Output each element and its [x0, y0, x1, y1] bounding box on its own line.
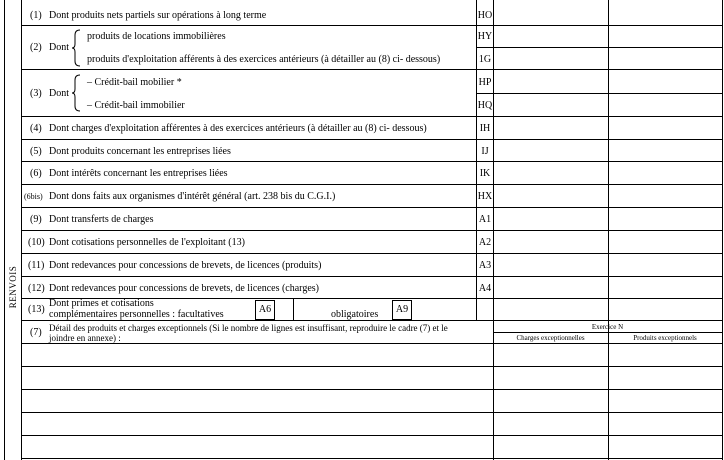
- row-9-code: A1: [478, 214, 492, 225]
- row-2-dont: Dont: [49, 42, 69, 53]
- exceptional-detail-row[interactable]: [22, 367, 492, 388]
- row-12-number: (12): [28, 283, 45, 294]
- row-6-code: IK: [479, 168, 491, 179]
- row-9-number: (9): [30, 214, 42, 225]
- exceptional-detail-row[interactable]: [22, 344, 492, 365]
- row-12-code: A4: [478, 283, 492, 294]
- row-2-item-1-code: HY: [477, 31, 493, 42]
- charges-exceptionnelles-header: Charges exceptionnelles: [516, 334, 585, 342]
- row-3-number: (3): [30, 88, 42, 99]
- row-11-code: A3: [478, 260, 492, 271]
- row-3-item-2-code: HQ: [477, 100, 493, 111]
- row-12-label: Dont redevances pour concessions de brevets, de licences (charges): [49, 283, 319, 294]
- row-3-item-2-label: – Crédit-bail immobilier: [87, 100, 185, 111]
- row-10-code: A2: [478, 237, 492, 248]
- row-10-number: (10): [28, 237, 45, 248]
- row-1-amount-n[interactable]: [494, 1, 607, 24]
- row-3-item-1-label: – Crédit-bail mobilier *: [87, 77, 182, 88]
- facultatives-code-box: A6: [255, 300, 275, 320]
- row-4-label: Dont charges d'exploitation afférentes à des exercices antérieurs (à détailler au (8) ci- dessous): [49, 123, 427, 134]
- obligatoires-code-box: A9: [392, 300, 412, 320]
- row-1-amount-n1[interactable]: [609, 1, 721, 24]
- row-6bis-number: (6bis): [24, 192, 43, 201]
- row-4-code: IH: [479, 123, 491, 134]
- row-6-number: (6): [30, 168, 42, 179]
- produits-exceptionnels-header: Produits exceptionnels: [633, 334, 697, 342]
- row-2-item-1-label: produits de locations immobilières: [87, 31, 226, 42]
- row-1-code: HO: [477, 10, 493, 21]
- row-1-number: (1): [30, 10, 42, 21]
- row-6bis-label: Dont dons faits aux organismes d'intérêt général (art. 238 bis du C.G.I.): [49, 191, 336, 202]
- brace-icon: [72, 74, 82, 112]
- row-3-item-1-code: HP: [478, 77, 492, 88]
- exceptional-detail-row[interactable]: [22, 436, 492, 457]
- row-2-number: (2): [30, 42, 42, 53]
- row-7-line1: Détail des produits et charges exceptionnels (Si le nombre de lignes est insuffisant, reproduire le cadre (7) et le: [49, 323, 448, 333]
- row-10-label: Dont cotisations personnelles de l'exploitant (13): [49, 237, 245, 248]
- row-2-item-2-amount-n[interactable]: [494, 48, 607, 68]
- row-7-line2: joindre en annexe) :: [49, 333, 121, 343]
- exceptional-detail-row[interactable]: [22, 413, 492, 434]
- row-3-item-2-amount-n[interactable]: [494, 94, 607, 115]
- row-5-label: Dont produits concernant les entreprises liées: [49, 146, 231, 157]
- row-2-item-1-amount-n[interactable]: [494, 26, 607, 46]
- row-2-item-2-label: produits d'exploitation afférents à des exercices antérieurs (à détailler au (8) ci- dessous): [87, 54, 441, 65]
- row-3-dont: Dont: [49, 88, 69, 99]
- row-7-number: (7): [30, 327, 42, 338]
- row-2-item-2-code: 1G: [478, 54, 492, 65]
- row-6bis-code: HX: [477, 191, 493, 202]
- section-label-renvois: RENVOIS: [7, 265, 18, 309]
- row-5-code: IJ: [481, 146, 489, 157]
- row-5-number: (5): [30, 146, 42, 157]
- row-13-number: (13): [28, 304, 45, 315]
- exceptional-detail-row[interactable]: [22, 390, 492, 411]
- row-1-label: Dont produits nets partiels sur opérations à long terme: [49, 10, 267, 21]
- row-9-label: Dont transferts de charges: [49, 214, 154, 225]
- row-6-label: Dont intérêts concernant les entreprises liées: [49, 168, 228, 179]
- exercice-header: Exercice N: [591, 323, 624, 331]
- row-11-number: (11): [28, 260, 45, 271]
- row-11-label: Dont redevances pour concessions de brevets, de licences (produits): [49, 260, 322, 271]
- obligatoires-label: obligatoires: [331, 309, 379, 320]
- row-13-line1: Dont primes et cotisations: [49, 298, 154, 309]
- brace-icon: [72, 29, 82, 67]
- row-4-number: (4): [30, 123, 42, 134]
- row-3-item-1-amount-n[interactable]: [494, 70, 607, 92]
- row-13-line2: complémentaires personnelles : facultatives: [49, 309, 224, 320]
